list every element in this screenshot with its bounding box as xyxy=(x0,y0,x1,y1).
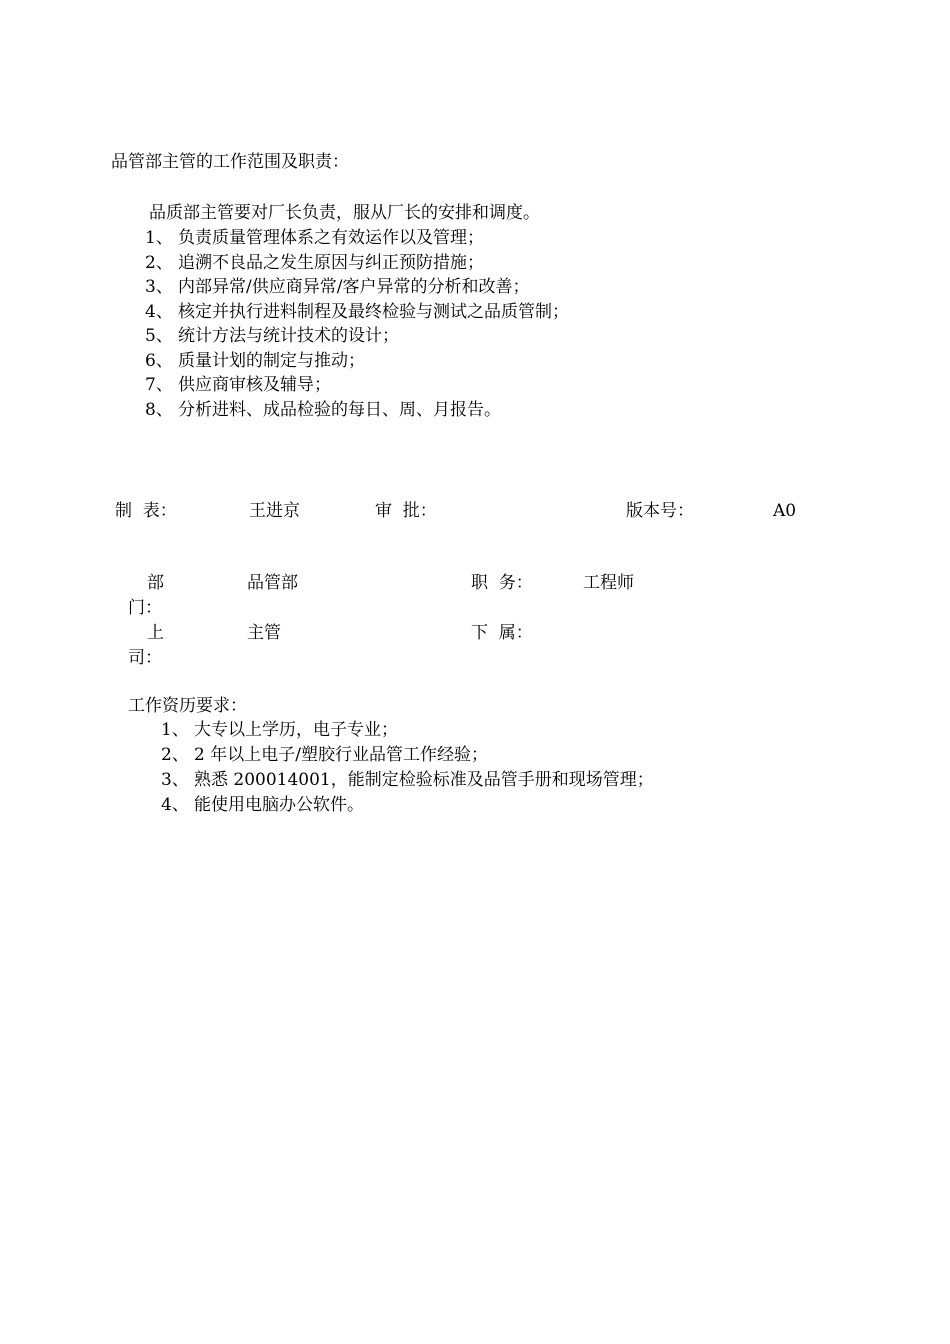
subordinate-label: 下 属： xyxy=(471,623,533,643)
list-item xyxy=(161,768,654,793)
version-label: 版本号： xyxy=(626,501,694,521)
list-item-number: 2、 xyxy=(161,745,189,765)
list-item-number: 5、 xyxy=(145,326,173,346)
list-item-number: 4、 xyxy=(145,301,173,322)
made-by-label: 制 表： xyxy=(115,501,177,521)
position-label: 职 务： xyxy=(471,573,533,593)
document-title: 品管部主管的工作范围及职责： xyxy=(111,152,349,172)
superior-value: 主管 xyxy=(247,623,281,643)
intro-text: 品质部主管要对厂长负责，服从厂长的安排和调度。 xyxy=(149,203,540,223)
list-item-text: 统计方法与统计技术的设计； xyxy=(178,326,399,346)
list-item-number: 1、 xyxy=(145,228,173,248)
list-item-text: 追溯不良品之发生原因与纠正预防措施； xyxy=(178,252,484,273)
superior-label-part2: 司： xyxy=(128,648,162,668)
duties-list xyxy=(145,226,569,422)
department-label-part2: 门： xyxy=(128,598,162,618)
list-item-text: 能使用电脑办公软件。 xyxy=(194,795,364,815)
list-item-number: 3、 xyxy=(145,277,173,297)
superior-label-part1: 上 xyxy=(147,623,164,643)
list-item xyxy=(145,275,569,300)
list-item xyxy=(145,349,569,374)
list-item-number: 2、 xyxy=(145,252,173,273)
department-label-part1: 部 xyxy=(147,573,164,593)
list-item xyxy=(145,251,569,276)
list-item xyxy=(145,226,569,251)
list-item-number: 3、 xyxy=(161,770,189,790)
list-item-text: 大专以上学历，电子专业； xyxy=(194,720,398,740)
list-item-text: 2 年以上电子/塑胶行业品管工作经验； xyxy=(194,745,488,765)
list-item-number: 1、 xyxy=(161,720,189,740)
list-item-number: 4、 xyxy=(161,795,189,815)
list-item-text: 供应商审核及辅导； xyxy=(178,375,331,395)
version-value: A0 xyxy=(773,501,797,521)
list-item xyxy=(145,398,569,423)
list-item-text: 质量计划的制定与推动； xyxy=(178,350,365,371)
made-by-value: 王进京 xyxy=(249,501,300,521)
requirements-title: 工作资历要求： xyxy=(128,696,247,716)
list-item-number: 6、 xyxy=(145,350,173,371)
list-item-number: 7、 xyxy=(145,375,173,395)
list-item-text: 内部异常/供应商异常/客户异常的分析和改善； xyxy=(178,277,530,297)
department-value: 品管部 xyxy=(247,573,298,593)
requirements-list xyxy=(161,718,654,818)
list-item-text: 分析进料、成品检验的每日、周、月报告。 xyxy=(178,399,501,420)
list-item xyxy=(145,373,569,398)
list-item-number: 8、 xyxy=(145,399,173,420)
approve-label: 审 批： xyxy=(375,501,437,521)
position-value: 工程师 xyxy=(583,573,634,593)
list-item xyxy=(161,718,654,743)
list-item xyxy=(161,793,654,818)
list-item-text: 核定并执行进料制程及最终检验与测试之品质管制； xyxy=(178,301,569,322)
list-item xyxy=(145,324,569,349)
list-item-text: 熟悉 200014001，能制定检验标准及品管手册和现场管理； xyxy=(194,770,654,790)
list-item xyxy=(161,743,654,768)
list-item-text: 负责质量管理体系之有效运作以及管理； xyxy=(178,228,484,248)
list-item xyxy=(145,300,569,325)
